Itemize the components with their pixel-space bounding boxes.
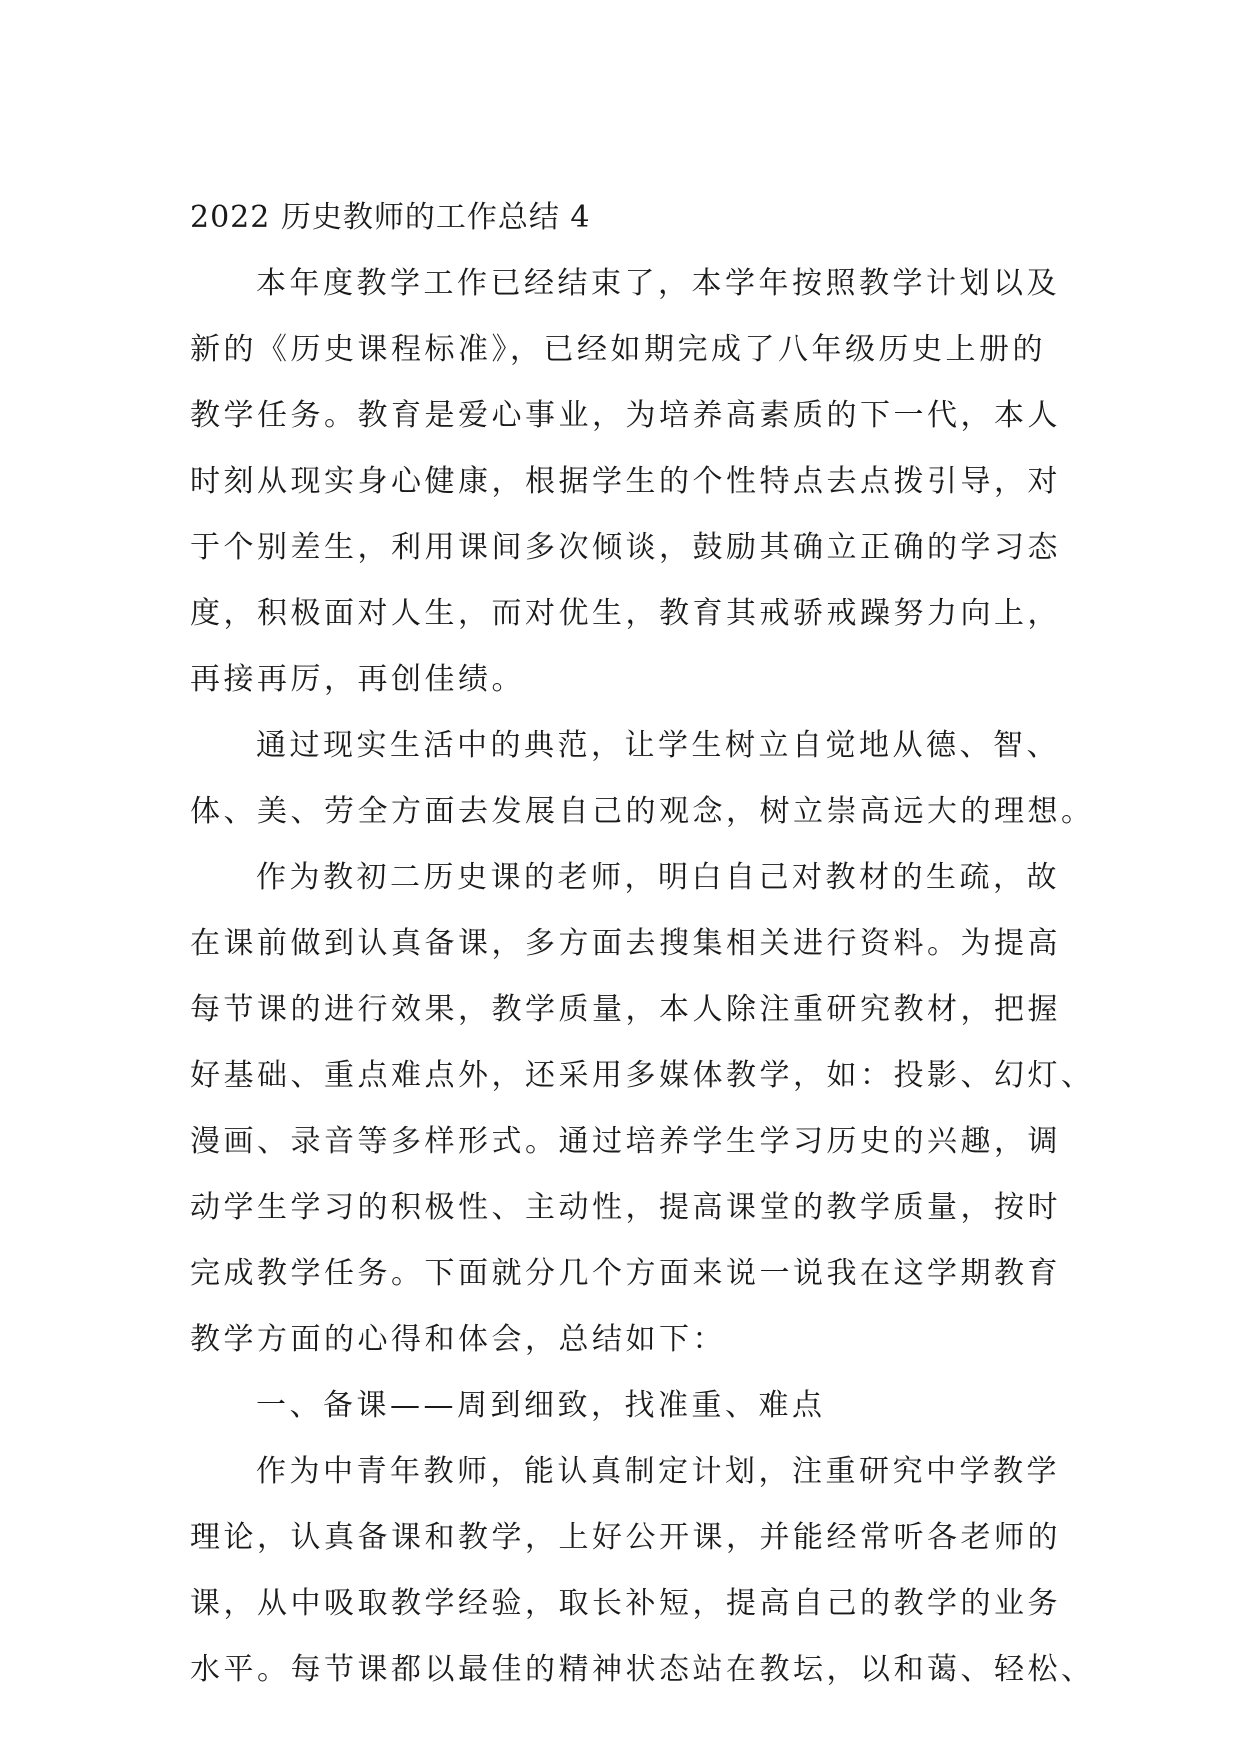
paragraph-3-line-3: 每节课的进行效果，教学质量，本人除注重研究教材，把握 <box>190 992 1061 1027</box>
paragraph-4-line-4: 水平。每节课都以最佳的精神状态站在教坛，以和蔼、轻松、 <box>190 1652 1095 1687</box>
paragraph-3-line-6: 动学生学习的积极性、主动性，提高课堂的教学质量，按时 <box>190 1190 1061 1225</box>
paragraph-4-line-1: 作为中青年教师，能认真制定计划，注重研究中学教学 <box>256 1454 1060 1489</box>
paragraph-3-line-2: 在课前做到认真备课，多方面去搜集相关进行资料。为提高 <box>190 926 1061 961</box>
paragraph-4-line-2: 理论，认真备课和教学，上好公开课，并能经常听各老师的 <box>190 1520 1061 1555</box>
paragraph-4-line-3: 课，从中吸取教学经验，取长补短，提高自己的教学的业务 <box>190 1586 1061 1621</box>
paragraph-1-line-6: 度，积极面对人生，而对优生，教育其戒骄戒躁努力向上， <box>190 596 1061 631</box>
paragraph-3-line-5: 漫画、录音等多样形式。通过培养学生学习历史的兴趣，调 <box>190 1124 1061 1159</box>
paragraph-3-line-1: 作为教初二历史课的老师，明白自己对教材的生疏，故 <box>256 860 1060 895</box>
paragraph-1-line-1: 本年度教学工作已经结束了，本学年按照教学计划以及 <box>256 266 1060 301</box>
paragraph-1-line-4: 时刻从现实身心健康，根据学生的个性特点去点拨引导，对 <box>190 464 1061 499</box>
paragraph-1-line-2: 新的《历史课程标准》，已经如期完成了八年级历史上册的 <box>190 332 1046 367</box>
paragraph-2-line-1: 通过现实生活中的典范，让学生树立自觉地从德、智、 <box>256 728 1060 763</box>
paragraph-3-line-7: 完成教学任务。下面就分几个方面来说一说我在这学期教育 <box>190 1256 1061 1291</box>
section-heading: 一、备课——周到细致，找准重、难点 <box>256 1388 826 1423</box>
paragraph-3-line-8: 教学方面的心得和体会，总结如下： <box>190 1322 726 1357</box>
paragraph-1-line-5: 于个别差生，利用课间多次倾谈，鼓励其确立正确的学习态 <box>190 530 1061 565</box>
paragraph-2-line-2: 体、美、劳全方面去发展自己的观念，树立崇高远大的理想。 <box>190 794 1095 829</box>
paragraph-1-line-7: 再接再厉，再创佳绩。 <box>190 662 525 697</box>
paragraph-1-line-3: 教学任务。教育是爱心事业，为培养高素质的下一代，本人 <box>190 398 1061 433</box>
document-title: 2022 历史教师的工作总结 4 <box>190 200 591 235</box>
paragraph-3-line-4: 好基础、重点难点外，还采用多媒体教学，如：投影、幻灯、 <box>190 1058 1095 1093</box>
